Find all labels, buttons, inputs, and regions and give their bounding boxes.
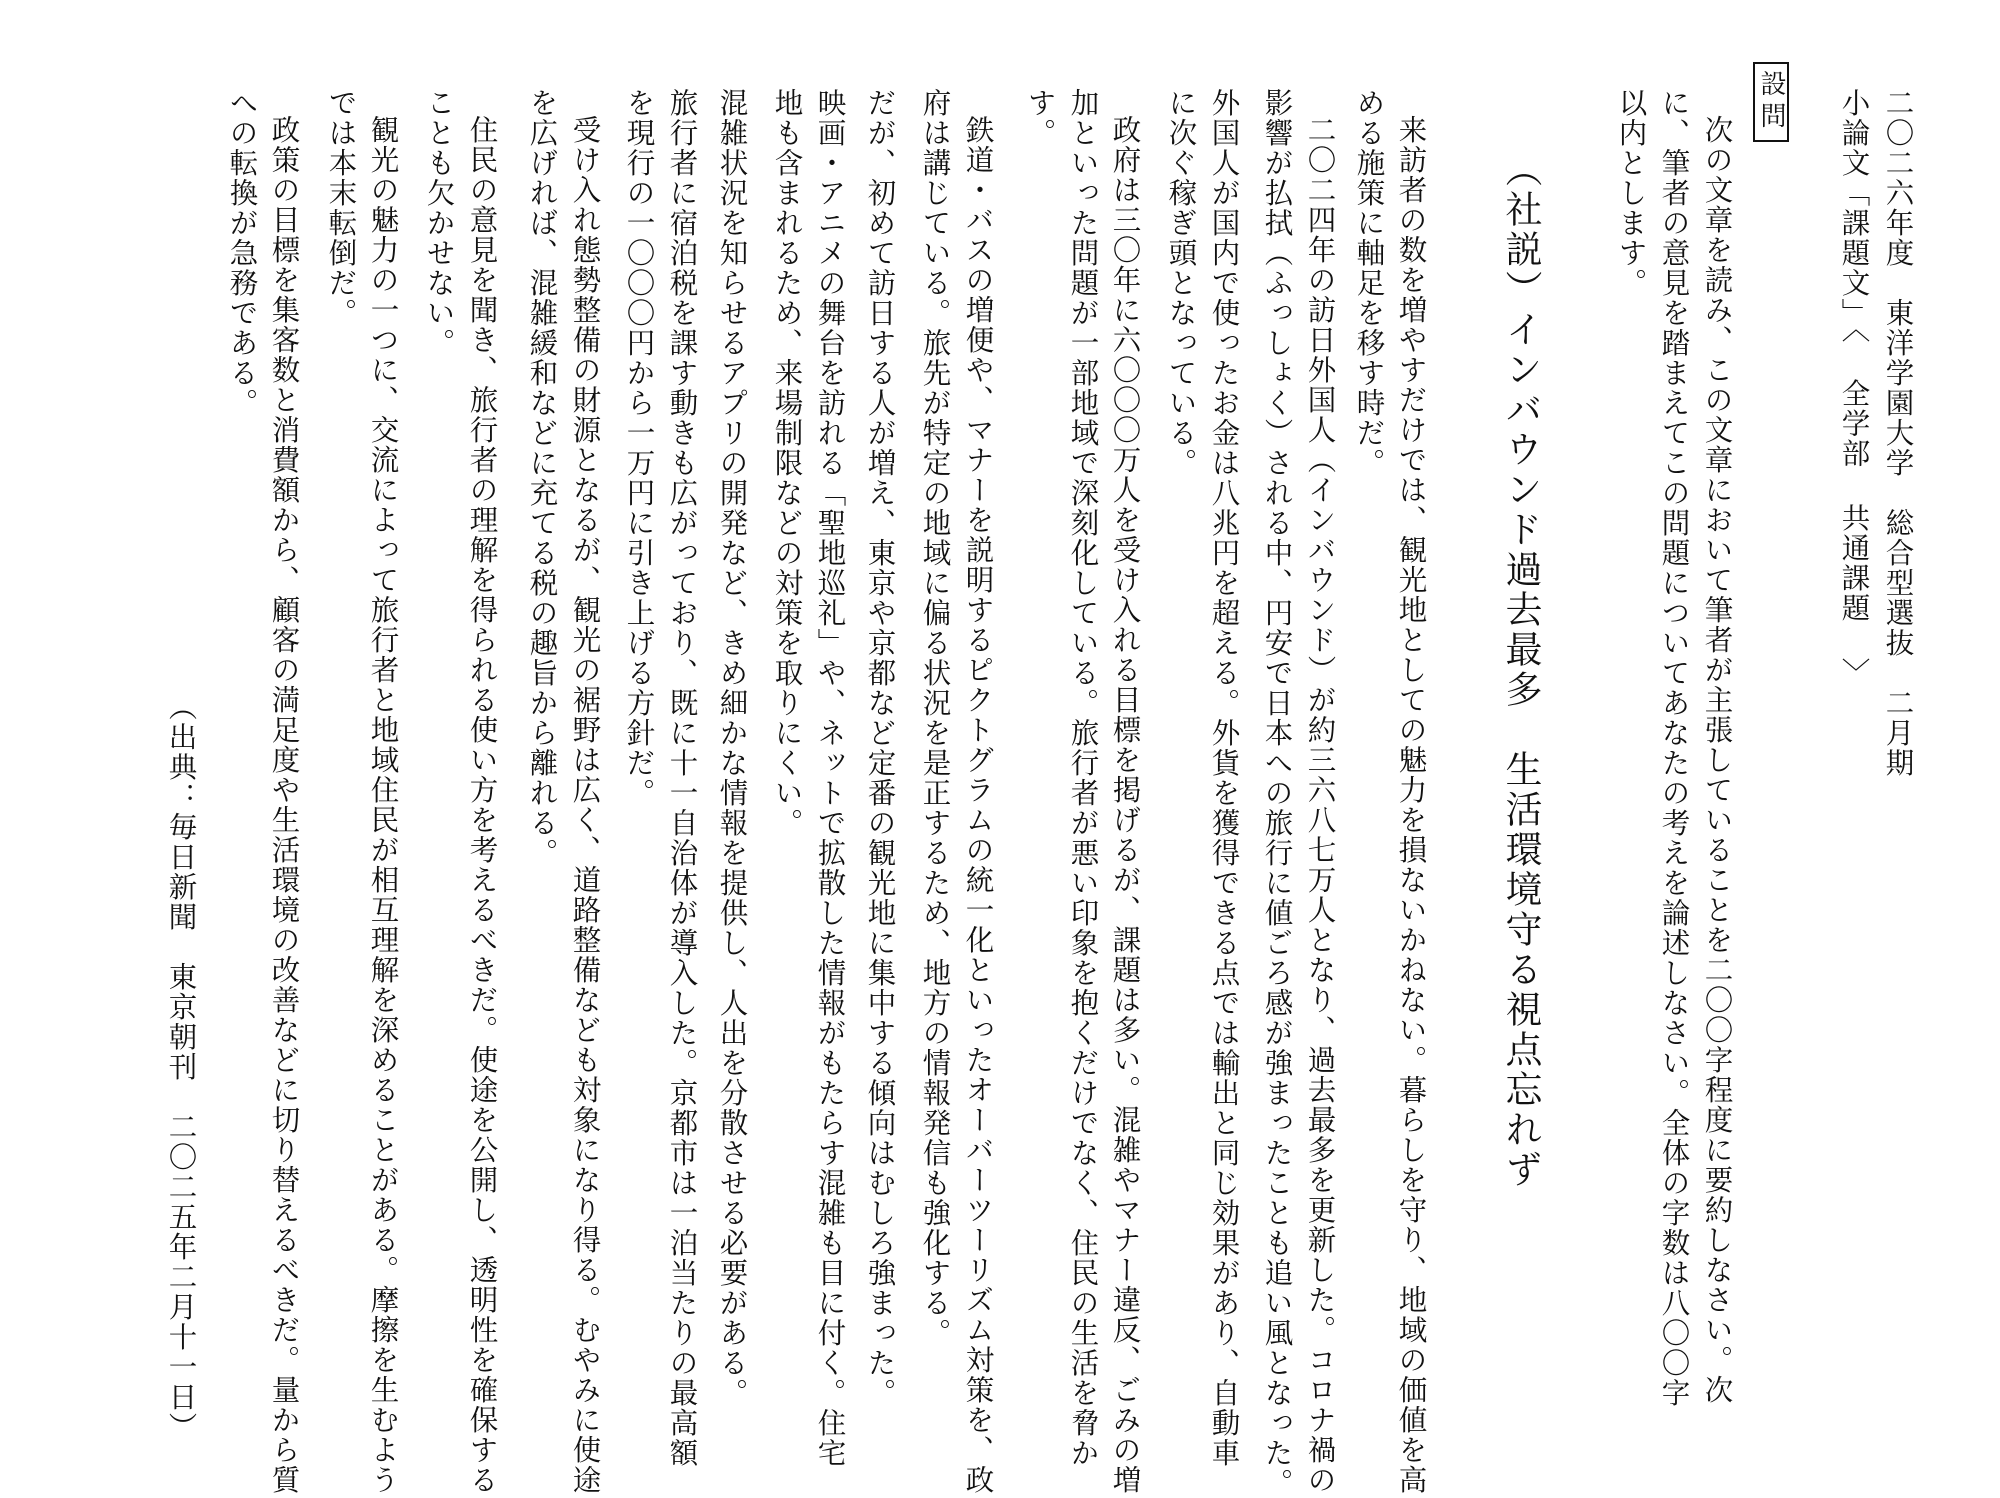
article-line: 影響が払拭（ふっしょく）される中、円安で日本への旅行に値ごろ感が強まったことも追い風となった。 bbox=[1260, 88, 1294, 1498]
article-line: 住民の意見を聞き、旅行者の理解を得られる使い方を考えるべきだ。使途を公開し、透明性を確保する bbox=[465, 115, 499, 1495]
article-line: 加といった問題が一部地域で深刻化している。旅行者が悪い印象を抱くだけでなく、住民の生活を脅か bbox=[1066, 88, 1100, 1468]
question-line: 次の文章を読み、この文章において筆者が主張していることを二〇〇字程度に要約しなさい。次 bbox=[1700, 115, 1734, 1405]
article-line: を広げれば、混雑緩和などに充てる税の趣旨から離れる。 bbox=[525, 88, 559, 868]
article-line: 府は講じている。旅先が特定の地域に偏る状況を是正するため、地方の情報発信も強化する。 bbox=[918, 88, 952, 1348]
article-line: 地も含まれるため、来場制限などの対策を取りにくい。 bbox=[770, 88, 804, 838]
article-line: 混雑状況を知らせるアプリの開発など、きめ細かな情報を提供し、人出を分散させる必要がある。 bbox=[715, 88, 749, 1408]
article-source: （出典：毎日新聞 東京朝刊 二〇二五年二月十一日） bbox=[164, 692, 198, 1442]
article-line: 政府は三〇年に六〇〇〇万人を受け入れる目標を掲げるが、課題は多い。混雑やマナー違反、ごみの増 bbox=[1108, 115, 1142, 1495]
article-line: す。 bbox=[1023, 88, 1057, 148]
article-line: 二〇二四年の訪日外国人（インバウンド）が約三六八七万人となり、過去最多を更新した。コロナ禍の bbox=[1303, 115, 1337, 1495]
question-line: 以内とします。 bbox=[1614, 88, 1648, 298]
article-line: ことも欠かせない。 bbox=[422, 88, 456, 358]
article-line: める施策に軸足を移す時だ。 bbox=[1352, 88, 1386, 478]
article-line: だが、初めて訪日する人が増え、東京や京都など定番の観光地に集中する傾向はむしろ強まった。 bbox=[863, 88, 897, 1408]
assignment-title: 小論文「課題文」〈 全学部 共通課題 〉 bbox=[1837, 88, 1871, 688]
article-title: （社説）インバウンド過去最多 生活環境守る視点忘れず bbox=[1499, 150, 1542, 1190]
article-line: への転換が急務である。 bbox=[225, 88, 259, 418]
article-line: 旅行者に宿泊税を課す動きも広がっており、既に十一自治体が導入した。京都市は一泊当たりの最高額 bbox=[665, 88, 699, 1468]
article-line: 受け入れ態勢整備の財源となるが、観光の裾野は広く、道路整備なども対象になり得る。むやみに使途 bbox=[568, 115, 602, 1495]
article-line: を現行の一〇〇〇円から一万円に引き上げる方針だ。 bbox=[622, 88, 656, 808]
article-line: 観光の魅力の一つに、交流によって旅行者と地域住民が相互理解を深めることがある。摩擦を生むよう bbox=[366, 115, 400, 1495]
article-line: では本末転倒だ。 bbox=[324, 88, 358, 328]
article-line: に次ぐ稼ぎ頭となっている。 bbox=[1164, 88, 1198, 478]
article-line: 鉄道・バスの増便や、マナーを説明するピクトグラムの統一化といったオーバーツーリズム対策を、政 bbox=[961, 115, 995, 1495]
question-label: 設問 bbox=[1753, 62, 1789, 142]
article-line: 映画・アニメの舞台を訪れる「聖地巡礼」や、ネットで拡散した情報がもたらす混雑も目に付く。住宅 bbox=[813, 88, 847, 1468]
article-line: 来訪者の数を増やすだけでは、観光地としての魅力を損ないかねない。暮らしを守り、地域の価値を高 bbox=[1394, 115, 1428, 1495]
exam-title: 二〇二六年度 東洋学園大学 総合型選抜 二月期 bbox=[1881, 88, 1915, 778]
article-line: 政策の目標を集客数と消費額から、顧客の満足度や生活環境の改善などに切り替えるべきだ。量から質 bbox=[267, 115, 301, 1495]
question-line: に、筆者の意見を踏まえてこの問題についてあなたの考えを論述しなさい。全体の字数は八〇〇字 bbox=[1657, 88, 1691, 1408]
article-line: 外国人が国内で使ったお金は八兆円を超える。外貨を獲得できる点では輸出と同じ効果があり、自動車 bbox=[1207, 88, 1241, 1468]
